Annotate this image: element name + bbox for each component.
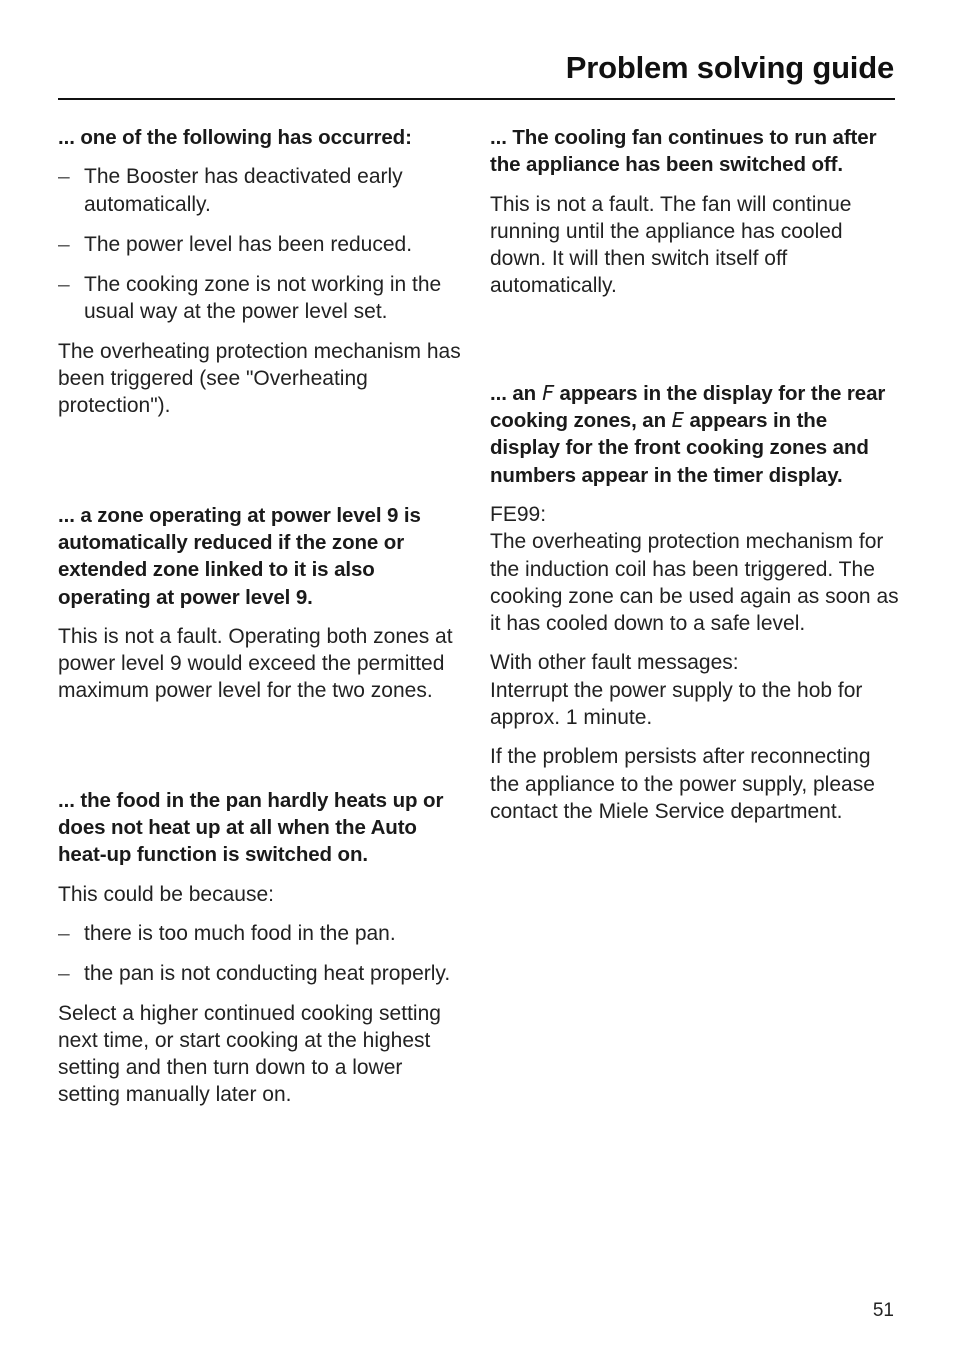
list-item: – there is too much food in the pan. bbox=[58, 920, 468, 947]
list-item: – the pan is not conducting heat properly. bbox=[58, 960, 468, 987]
dash-bullet: – bbox=[58, 962, 70, 986]
left-column bbox=[58, 124, 468, 1121]
list-item: – The cooking zone is not working in the usual way at the power level set. bbox=[58, 273, 442, 324]
section-heading: ... one of the following has occurred: bbox=[58, 126, 412, 149]
other-faults-text: Interrupt the power supply to the hob for approx. 1 minute. bbox=[490, 678, 863, 730]
fault-code-block bbox=[490, 501, 900, 637]
list-item: – The power level has been reduced. bbox=[58, 231, 468, 258]
page-number: 51 bbox=[872, 1300, 894, 1321]
dash-bullet: – bbox=[58, 921, 70, 945]
display-glyph-f: F bbox=[541, 380, 554, 405]
section-text: This is not a fault. Operating both zones at power level 9 would exceed the permitted maximum power level for the two zones. bbox=[58, 624, 453, 703]
title-divider bbox=[58, 98, 895, 100]
dash-bullet: – bbox=[58, 232, 70, 256]
section-fault-display bbox=[490, 380, 900, 825]
other-faults-label: With other fault messages: bbox=[490, 651, 739, 675]
display-glyph-e: E bbox=[671, 408, 684, 433]
page-title: Problem solving guide bbox=[565, 50, 894, 85]
section-heading: ... The cooling fan continues to run after the appliance has been switched off. bbox=[490, 126, 877, 177]
cause-list bbox=[58, 163, 468, 325]
section-intro: This could be because: bbox=[58, 882, 274, 906]
section-booster-deactivated bbox=[58, 124, 468, 420]
section-text: This is not a fault. The fan will continue running until the appliance has cooled down. It will then switch itself off automatically. bbox=[490, 192, 852, 298]
section-heading: ... an F appears in the display for the rear cooking zones, an E appears in the display for the front cooking zones and numbers appear in the timer display. bbox=[490, 380, 886, 487]
persist-text: If the problem persists after reconnecting the appliance to the power supply, please contact the Miele Service department. bbox=[490, 745, 875, 823]
cause-list bbox=[58, 920, 468, 988]
section-heading: ... a zone operating at power level 9 is automatically reduced if the zone or extended zone linked to it is also operating at power level 9. bbox=[58, 503, 421, 609]
section-cooling-fan bbox=[490, 124, 900, 300]
section-auto-heat-up bbox=[58, 787, 468, 1109]
fault-code: FE99: bbox=[490, 502, 547, 526]
other-faults-block bbox=[490, 649, 900, 731]
section-heading: ... the food in the pan hardly heats up or does not heat up at all when the Auto heat-up function is switched on. bbox=[58, 788, 444, 867]
dash-bullet: – bbox=[58, 273, 70, 297]
dash-bullet: – bbox=[58, 165, 70, 189]
section-power-level-9 bbox=[58, 502, 468, 705]
section-text: Select a higher continued cooking setting next time, or start cooking at the highest setting and then turn down to a lower setting manually later on. bbox=[58, 1001, 441, 1107]
list-item: – The Booster has deactivated early automatically. bbox=[58, 165, 403, 216]
fault-code-text: The overheating protection mechanism for the induction coil has been triggered. The cooking zone can be used again as soon as it has cooled down to a safe level. bbox=[490, 530, 899, 636]
right-column bbox=[490, 124, 900, 837]
section-text: The overheating protection mechanism has been triggered (see "Overheating protection"). bbox=[58, 339, 461, 418]
